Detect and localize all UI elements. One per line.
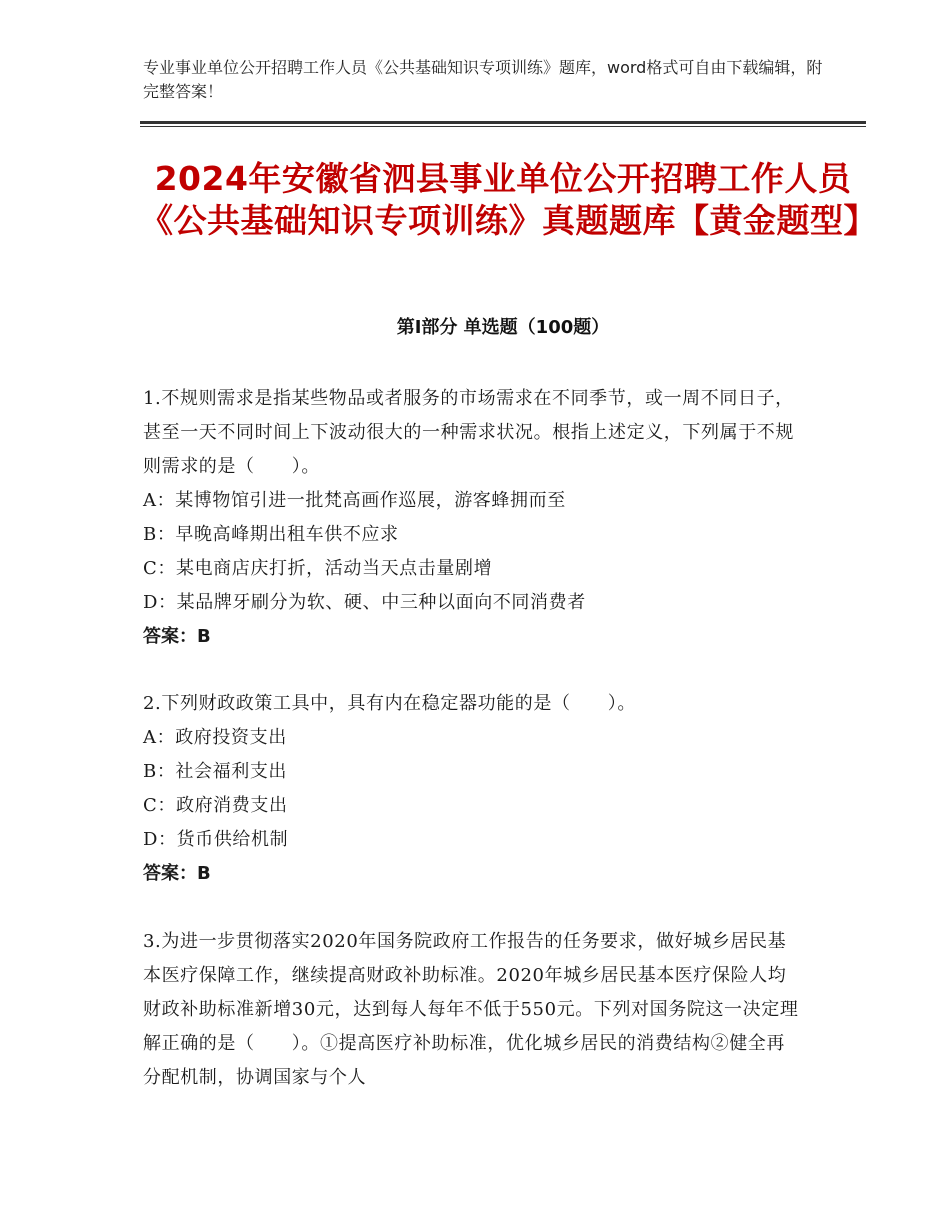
question-stem: 2.下列财政政策工具中，具有内在稳定器功能的是（ ）。 [143,693,636,714]
option-a: A：政府投资支出 [143,727,287,748]
option-a: A：某博物馆引进一批梵高画作巡展，游客蜂拥而至 [143,490,566,511]
header-divider-thick [140,121,866,124]
section-title: 第Ⅰ部分 单选题（100题） [396,317,610,338]
question-1 [143,382,803,654]
header-note: 专业事业单位公开招聘工作人员《公共基础知识专项训练》题库，word格式可自由下载编辑，附完整答案！ [143,58,823,101]
question-stem: 1.不规则需求是指某些物品或者服务的市场需求在不同季节，或一周不同日子，甚至一天不同时间上下波动很大的一种需求状况。根指上述定义，下列属于不规则需求的是（ ）。 [143,388,794,477]
document-title: 2024年安徽省泗县事业单位公开招聘工作人员《公共基础知识专项训练》真题题库【黄金题型】 [140,159,877,240]
question-3 [143,925,803,1095]
option-d: D：某品牌牙刷分为软、硬、中三种以面向不同消费者 [143,592,586,613]
answer: 答案：B [143,863,211,884]
question-2 [143,687,803,891]
header-divider-thin [140,126,866,127]
option-b: B：早晚高峰期出租车供不应求 [143,524,399,545]
option-c: C：政府消费支出 [143,795,288,816]
option-b: B：社会福利支出 [143,761,288,782]
answer: 答案：B [143,626,211,647]
option-c: C：某电商店庆打折，活动当天点击量剧增 [143,558,493,579]
option-d: D：货币供给机制 [143,829,289,850]
question-stem: 3.为进一步贯彻落实2020年国务院政府工作报告的任务要求，做好城乡居民基本医疗保障工作，继续提高财政补助标准。2020年城乡居民基本医疗保险人均财政补助标准新增30元，达到每人每年不低于550元。下列对国务院这一决定理解正确的是（ ）。①提高医疗补助标准，优化城乡居民的消费结构②健全再分配机制，协调国家与个人 [143,931,799,1088]
